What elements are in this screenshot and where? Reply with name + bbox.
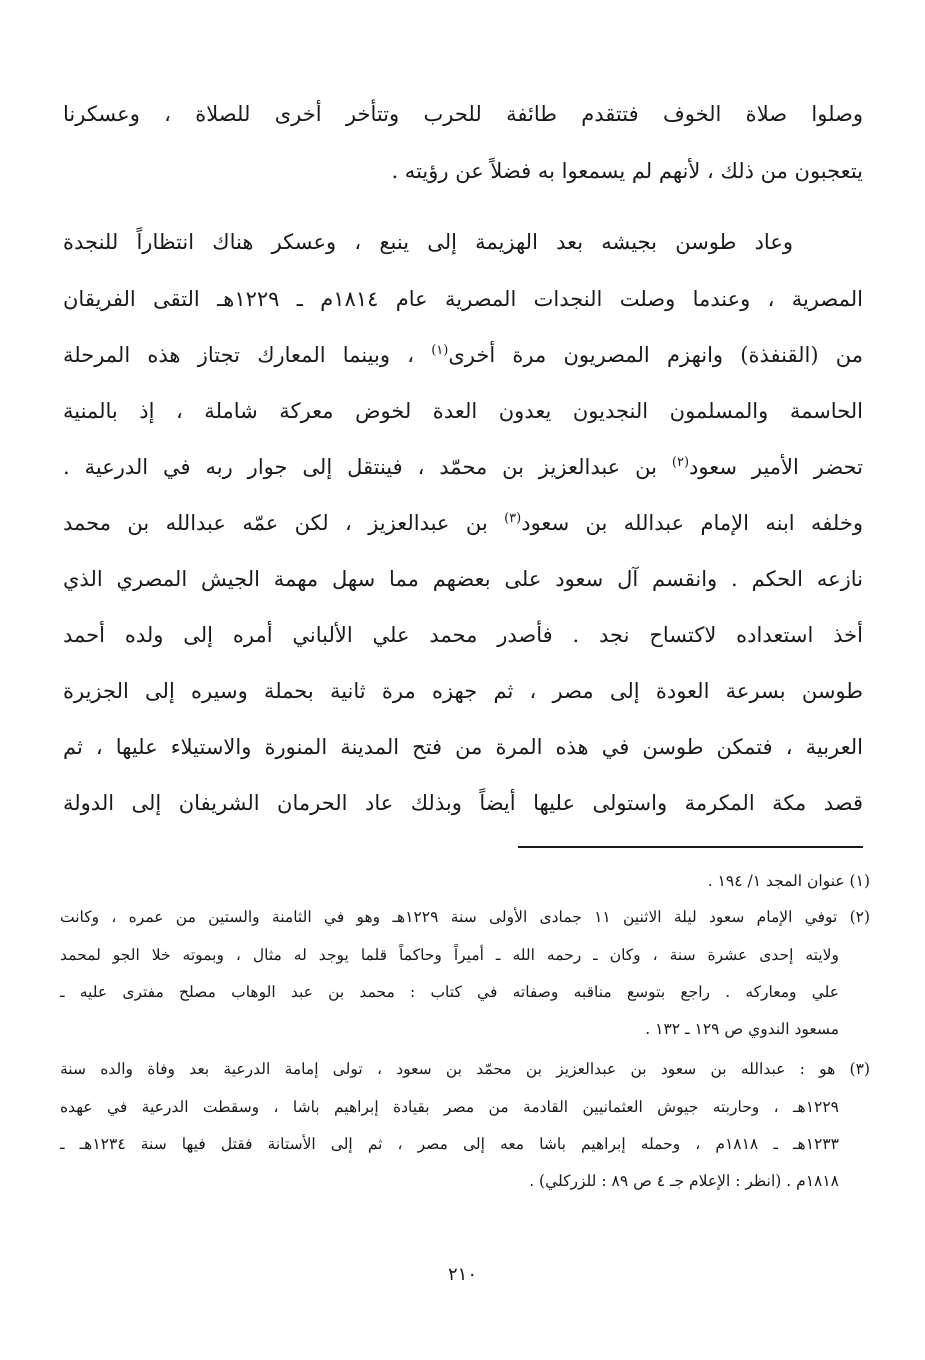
page-number: ٢١٠ xyxy=(447,1264,477,1285)
paragraph-2-line-1: وعاد طوسن بجيشه بعد الهزيمة إلى ينبع ، وعسكر هناك انتظاراً للنجدة xyxy=(63,230,793,254)
paragraph-2-line-8: أخذ استعداده لاكتساح نجد . فأصدر محمد علي الألباني أمره إلى ولده أحمد xyxy=(63,623,863,647)
paragraph-2-line-11: قصد مكة المكرمة واستولى عليها أيضاً وبذلك عاد الحرمان الشريفان إلى الدولة xyxy=(63,791,863,815)
line-5-text-after: بن عبدالعزيز بن محمّد ، فينتقل إلى جوار ربه في الدرعية . xyxy=(63,455,672,479)
footnote-ref-1: (١) xyxy=(431,343,449,358)
paragraph-1-line-1: وصلوا صلاة الخوف فتتقدم طائفة للحرب وتتأخر أخرى للصلاة ، وعسكرنا xyxy=(63,102,863,126)
footnote-ref-2: (٢) xyxy=(671,455,690,470)
paragraph-2-line-10: العربية ، فتمكن طوسن في هذه المرة من فتح المدينة المنورة والاستيلاء عليها ، ثم xyxy=(63,735,863,759)
footnote-3-line-4: ١٨١٨م . (انظر : الإعلام جـ ٤ ص ٨٩ : للزركلي) . xyxy=(529,1172,839,1190)
footnote-1-line-1: (١) عنوان المجد ١/ ١٩٤ . xyxy=(707,872,870,890)
paragraph-2-line-7: نازعه الحكم . وانقسم آل سعود على بعضهم مما سهل مهمة الجيش المصري الذي xyxy=(63,567,863,591)
line-6-text-after: بن عبدالعزيز ، لكن عمّه عبدالله بن محمد xyxy=(63,511,505,535)
line-6-text-before: وخلفه ابنه الإمام عبدالله بن سعود xyxy=(521,511,863,535)
paragraph-2-line-4: الحاسمة والمسلمون النجديون يعدون العدة لخوض معركة شاملة ، إذ بالمنية xyxy=(63,399,863,423)
line-3-text-before: من (القنفذة) وانهزم المصريون مرة أخرى xyxy=(448,343,863,367)
paragraph-2-line-5 xyxy=(63,451,863,483)
footnote-2-line-1: (٢) توفي الإمام سعود ليلة الاثنين ١١ جمادى الأولى سنة ١٢٢٩هـ وهو في الثامنة والستين من عمره ، وكانت xyxy=(60,908,870,926)
paragraph-2-line-3 xyxy=(63,339,863,371)
footnote-2-line-3: علي ومعاركه . راجع بتوسع مناقبه وصفاته في كتاب : محمد بن عبد الوهاب مصلح مفترى عليه ـ xyxy=(60,983,839,1001)
footnote-3-line-3: ١٢٣٣هـ ـ ١٨١٨م ، وحمله إبراهيم باشا معه إلى مصر ، ثم إلى الأستانة فقتل فيها سنة ١٢٣٤هـ ـ xyxy=(60,1135,839,1153)
footnote-3-line-1: (٣) هو : عبدالله بن سعود بن عبدالعزيز بن محمّد بن سعود ، تولى إمامة الدرعية بعد وفاة والده سنة xyxy=(60,1060,870,1078)
paragraph-1-line-2: يتعجبون من ذلك ، لأنهم لم يسمعوا به فضلاً عن رؤيته . xyxy=(391,159,863,183)
paragraph-2-line-6 xyxy=(63,507,863,539)
line-5-text-before: تحضر الأمير سعود xyxy=(689,455,863,479)
footnote-ref-3: (٣) xyxy=(504,511,522,526)
line-3-text-after: ، وبينما المعارك تجتاز هذه المرحلة xyxy=(63,343,432,367)
paragraph-2-line-2: المصرية ، وعندما وصلت النجدات المصرية عام ١٨١٤م ـ ١٢٢٩هـ التقى الفريقان xyxy=(63,287,863,311)
footnote-separator xyxy=(518,846,863,848)
footnote-3-line-2: ١٢٢٩هـ ، وحاربته جيوش العثمانيين القادمة من مصر بقيادة إبراهيم باشا ، وسقطت الدرعية في عهده xyxy=(60,1098,839,1116)
paragraph-2-line-9: طوسن بسرعة العودة إلى مصر ، ثم جهزه مرة ثانية بحملة وسيره إلى الجزيرة xyxy=(63,679,863,703)
footnote-2-line-2: ولايته إحدى عشرة سنة ، وكان ـ رحمه الله ـ أميراً وحاكماً قلما يوجد له مثال ، وبموته خلا الجو لمحمد xyxy=(60,946,839,964)
footnote-2-line-4: مسعود الندوي ص ١٢٩ ـ ١٣٢ . xyxy=(645,1020,839,1038)
